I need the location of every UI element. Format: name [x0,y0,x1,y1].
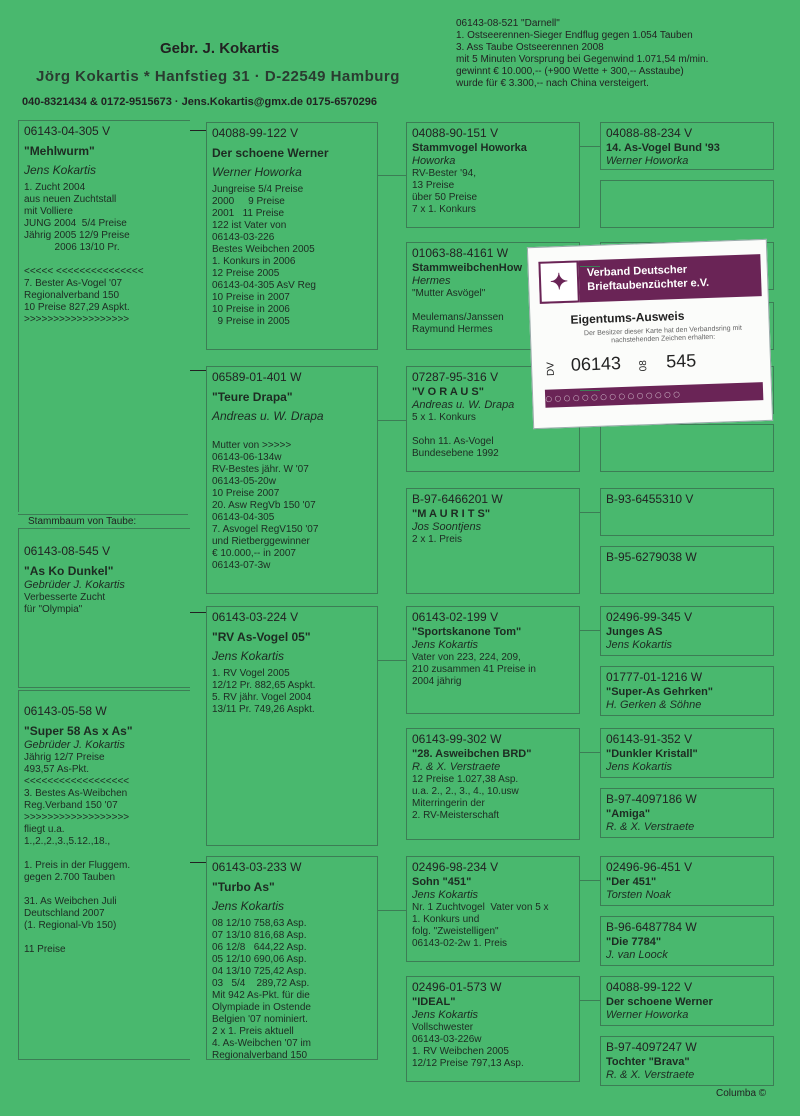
pedigree-box [600,606,774,656]
pedigree-box [206,122,378,350]
description-line: Regionalverband 150 [212,1050,308,1061]
pigeon-owner: Jens Kokartis [24,163,97,177]
pigeon-owner: Werner Howorka [606,155,689,167]
description-line: 1. RV Vogel 2005 [212,668,290,679]
description-line: Reg.Verband 150 '07 [24,800,118,811]
description-line: 10 Preise 2007 [212,488,280,499]
description-line: Bundesebene 1992 [412,448,499,459]
description-line: 12 Preise 2005 [212,268,280,279]
description-line: Vollschwester [412,1022,474,1033]
pigeon-logo-icon: ✦ [538,260,579,303]
description-line: JUNG 2004 5/4 Preise [24,218,127,229]
pigeon-name: "V O R A U S" [412,386,484,398]
pigeon-description [212,184,372,328]
description-line: 1. Zucht 2004 [24,182,86,193]
description-line: 3. Ass Taube Ostseerennen 2008 [456,42,604,53]
description-line: 31. As Weibchen Juli [24,896,117,907]
ring-number: 02496-99-345 V [606,610,693,624]
pedigree-box [600,788,774,838]
description-line: Raymund Hermes [412,324,493,335]
description-line: Jährig 2005 12/9 Preise [24,230,130,241]
ring-number: 06143-02-199 V [412,610,499,624]
pigeon-owner: Werner Howorka [212,165,302,179]
ring-number: B-97-4097186 W [606,792,697,806]
pedigree-box [600,122,774,170]
ring-number: 06143-91-352 V [606,732,693,746]
ring-number: B-97-4097247 W [606,1040,697,1054]
pigeon-name: "Die 7784" [606,936,662,948]
pedigree-box [600,546,774,594]
description-line: 3. Bestes As-Weibchen [24,788,128,799]
description-line: mit Volliere [24,206,73,217]
pigeon-owner: Jos Soontjens [412,521,482,533]
pedigree-label: Stammbaum von Taube: [28,516,137,527]
pigeon-owner: Jens Kokartis [212,649,285,663]
pigeon-owner: Jens Kokartis [412,1009,479,1021]
footer-credit: Columba © [716,1088,767,1099]
description-line: über 50 Preise [412,192,478,203]
description-line: 06143-03-226 [212,232,275,243]
ring-number: 06143-99-302 W [412,732,502,746]
card-year: 08 [637,359,650,372]
description-line: Nr. 1 Zuchtvogel Vater von 5 x [412,902,549,913]
description-line: 06143-02-2w 1. Preis [412,938,508,949]
description-line: 2006 13/10 Pr. [24,242,120,253]
description-line: € 10.000,-- in 2007 [212,548,296,559]
description-line: 06143-08-521 "Darnell" [456,18,560,29]
description-line: u.a. 2., 2., 3., 4., 10.usw [412,786,519,797]
description-line: Jungreise 5/4 Preise [212,184,304,195]
description-line: Mit 942 As-Pkt. für die [212,990,310,1001]
description-line: mit 5 Minuten Vorsprung bei Gegenwind 1.071,54 m/min. [456,54,709,65]
pigeon-owner: Andreas u. W. Drapa [412,399,515,411]
pedigree-box [206,606,378,846]
description-line: folg. "Zweistelligen" [412,926,499,937]
description-line: 2. RV-Meisterschaft [412,810,500,821]
description-line: Belgien '07 nominiert. [212,1014,308,1025]
description-line: 07 13/10 816,68 Asp. [212,930,307,941]
pigeon-description [212,428,372,572]
ring-number: 06143-08-545 V [24,544,111,558]
description-line: Bestes Weibchen 2005 [212,244,315,255]
pigeon-owner: Howorka [412,155,456,167]
pigeon-name: "Super 58 As x As" [24,724,133,738]
pigeon-name: Der schoene Werner [606,996,713,1008]
description-line: Miterringerin der [412,798,485,809]
description-line: 2004 jährig [412,676,462,687]
pigeon-name: "IDEAL" [412,996,456,1008]
pigeon-name: 14. As-Vogel Bund '93 [606,142,720,154]
pigeon-name: "Mehlwurm" [24,144,95,158]
bottom-left-box [18,690,190,1060]
pigeon-name: Der schoene Werner [212,146,329,160]
ring-number: B-93-6455310 V [606,492,694,506]
description-line: 06143-04-305 AsV Reg [212,280,316,291]
pigeon-description [212,668,372,716]
description-line: 13 Preise [412,180,455,191]
description-line: 2001 11 Preise [212,208,285,219]
description-line: 1.,2.,2.,3.,5.12.,18., [24,836,111,847]
card-club: 06143 [570,353,622,375]
pigeon-description [412,902,574,950]
description-line: 11 Preise [24,944,66,955]
description-line: 20. Asw RegVb 150 '07 [212,500,316,511]
pedigree-box [406,488,580,594]
description-line: gewinnt € 10.000,-- (+900 Wette + 300,-- Asstaube) [456,66,684,77]
pigeon-description [24,752,185,956]
description-line [24,932,185,944]
pedigree-box [206,366,378,594]
description-line: Jährig 12/7 Preise [24,752,105,763]
pigeon-description [412,1022,574,1070]
description-line: 05 12/10 690,06 Asp. [212,954,307,965]
pedigree-box [600,180,774,228]
pigeon-owner: Gebrüder J. Kokartis [24,739,125,751]
pedigree-box [600,488,774,536]
description-line: 7 x 1. Konkurs [412,204,476,215]
pigeon-name: "Super-As Gehrken" [606,686,714,698]
pedigree-box [406,122,580,228]
description-line: "Mutter Asvögel" [412,288,486,299]
ring-number: B-96-6487784 W [606,920,697,934]
description-line: 10 Preise 827,29 Aspkt. [24,302,130,313]
subject-box [18,528,190,688]
description-line: Vater von 223, 224, 209, [412,652,521,663]
pigeon-owner: Jens Kokartis [212,899,285,913]
ring-number: 01777-01-1216 W [606,670,703,684]
pigeon-name: "RV As-Vogel 05" [212,630,311,644]
pigeon-name: "Sportskanone Tom" [412,626,522,638]
pigeon-owner: Torsten Noak [606,889,672,901]
description-line: 12/12 Preise 797,13 Asp. [412,1058,524,1069]
description-line: wurde für € 3.300,-- nach China versteigert. [456,78,649,89]
breeder-name: Gebr. J. Kokartis [160,40,280,57]
pigeon-name: "As Ko Dunkel" [24,564,114,578]
pigeon-name: Tochter "Brava" [606,1056,690,1068]
ring-number: 06589-01-401 W [212,370,302,384]
pigeon-name: "Der 451" [606,876,657,888]
pigeon-name: "Amiga" [606,808,651,820]
pedigree-box [600,1036,774,1086]
pigeon-description [412,774,574,822]
description-line: >>>>>>>>>>>>>>>>>> [24,812,130,823]
pigeon-name: StammweibchenHow [412,262,523,274]
pigeon-description [412,652,574,688]
ring-number: B-97-6466201 W [412,492,503,506]
pedigree-box [406,728,580,840]
description-line: 04 13/10 725,42 Asp. [212,966,307,977]
ring-number: 01063-88-4161 W [412,246,509,260]
ring-number: 04088-99-122 V [606,980,693,994]
card-org-line2: Brieftaubenzüchter e.V. [587,276,710,294]
card-pattern-stripe: ◌◌◌◌◌◌◌◌◌◌◌◌◌◌◌ [545,382,763,408]
description-line: 5 x 1. Konkurs [412,412,476,423]
pigeon-description [412,534,574,546]
description-line: 4. As-Weibchen '07 im [212,1038,311,1049]
description-line: Olympiade in Ostende [212,1002,311,1013]
description-line: 08 12/10 758,63 Asp. [212,918,307,929]
card-fine-print: Der Besitzer dieser Karte hat den Verbandsring mit nachstehenden Zeichen erhalten: [583,324,742,345]
pigeon-owner: Jens Kokartis [606,639,673,651]
pigeon-owner: J. van Loock [606,949,668,961]
description-line: 06143-06-134w [212,452,282,463]
pigeon-name: "M A U R I T S" [412,508,491,520]
description-line: 06 12/8 644,22 Asp. [212,942,307,953]
description-line: 12/12 Pr. 882,65 Aspkt. [212,680,316,691]
ring-number: 07287-95-316 V [412,370,499,384]
description-line: fliegt u.a. [24,824,65,835]
ring-number: 02496-96-451 V [606,860,693,874]
breeder-contact: 040-8321434 & 0172-9515673 · Jens.Kokartis@gmx.de 0175-6570296 [22,96,378,108]
pedigree-box [600,666,774,716]
pigeon-name: Stammvogel Howorka [412,142,527,154]
description-line: >>>>>>>>>>>>>>>>>> [24,314,130,325]
ring-number: 04088-88-234 V [606,126,693,140]
pigeon-owner: Jens Kokartis [606,761,673,773]
ring-number: B-95-6279038 W [606,550,697,564]
description-line [24,848,185,860]
description-line: 1. RV Weibchen 2005 [412,1046,509,1057]
description-line: aus neuen Zuchtstall [24,194,117,205]
description-line: 1. Konkurs in 2006 [212,256,296,267]
pedigree-box [600,856,774,906]
pigeon-owner: R. & X. Verstraete [412,761,501,773]
description-line: gegen 2.700 Tauben [24,872,116,883]
description-line: 03 5/4 289,72 Asp. [212,978,310,989]
description-line: Sohn 11. As-Vogel [412,436,494,447]
description-line: 7. Asvogel RegV150 '07 [212,524,319,535]
pigeon-name: "Turbo As" [212,880,275,894]
description-line: und Rietberggewinner [212,536,310,547]
pigeon-description [412,168,574,216]
description-line: 06143-05-20w [212,476,276,487]
pedigree-box [600,424,774,472]
ring-number: 04088-90-151 V [412,126,499,140]
description-line: 1. Konkurs und [412,914,480,925]
description-line: 7. Bester As-Vogel '07 [24,278,123,289]
pedigree-box [600,728,774,778]
description-line: für "Olympia" [24,604,83,615]
pigeon-name: "Teure Drapa" [212,390,293,404]
description-line: 210 zusammen 41 Preise in [412,664,536,675]
description-line: 1. Ostseerennen-Sieger Endflug gegen 1.054 Tauben [456,30,693,41]
pigeon-owner: H. Gerken & Söhne [606,699,702,711]
ownership-card [527,239,773,429]
description-line: 493,57 As-Pkt. [24,764,90,775]
description-line: <<<<< <<<<<<<<<<<<<<< [24,266,144,277]
pigeon-description [24,592,185,616]
card-dv: DV [545,361,557,377]
ring-number: 02496-98-234 V [412,860,499,874]
description-line: 9 Preise in 2005 [212,316,290,327]
pigeon-owner: Jens Kokartis [412,639,479,651]
pedigree-box [600,976,774,1026]
description-line: 2 x 1. Preis [412,534,463,545]
pedigree-box [406,606,580,714]
description-line: 10 Preise in 2007 [212,292,290,303]
description-line: 06143-07-3w [212,560,271,571]
description-line: Regionalverband 150 [24,290,120,301]
pigeon-owner: R. & X. Verstraete [606,821,695,833]
ring-number: 06143-04-305 V [24,124,111,138]
pedigree-box [600,916,774,966]
pigeon-name: Sohn "451" [412,876,472,888]
ring-number: 02496-01-573 W [412,980,502,994]
description-line: 10 Preise in 2006 [212,304,290,315]
top-left-box [18,120,190,512]
description-line: Deutschland 2007 [24,908,105,919]
pigeon-description [24,182,185,326]
description-line: 122 ist Vater von [212,220,287,231]
description-line: 2000 9 Preise [212,196,285,207]
pedigree-box [206,856,378,1060]
description-line: 13/11 Pr. 749,26 Aspkt. [212,704,315,715]
card-ring-number [544,350,697,376]
pigeon-name: Junges AS [606,626,663,638]
ring-number: 06143-03-224 V [212,610,299,624]
description-line: Meulemans/Janssen [412,312,504,323]
description-line: RV-Bestes jähr. W '07 [212,464,309,475]
card-header [538,254,761,304]
pigeon-description [212,918,372,1062]
pigeon-owner: R. & X. Verstraete [606,1069,695,1081]
description-line: 1. Preis in der Fluggem. [24,860,131,871]
card-title: Eigentums-Ausweis [570,308,685,327]
pigeon-owner: Werner Howorka [606,1009,689,1021]
pigeon-name: "28. Asweibchen BRD" [412,748,532,760]
card-org-line1: Verband Deutscher [586,263,688,280]
pigeon-name: "Dunkler Kristall" [606,748,698,760]
description-line: Mutter von >>>>> [212,440,292,451]
description-line: 06143-03-226w [412,1034,482,1045]
description-line [24,884,185,896]
description-line: 06143-04-305 [212,512,275,523]
breeder-address: Jörg Kokartis * Hanfstieg 31 · D-22549 Hamburg [36,68,400,85]
pigeon-owner: Gebrüder J. Kokartis [24,579,125,591]
description-line: 2 x 1. Preis aktuell [212,1026,294,1037]
description-line: Verbesserte Zucht [24,592,106,603]
description-line [24,254,185,266]
ring-number: 04088-99-122 V [212,126,299,140]
pigeon-owner: Hermes [412,275,451,287]
ring-number: 06143-05-58 W [24,704,107,718]
pedigree-box [406,976,580,1082]
description-line: 5. RV jähr. Vogel 2004 [212,692,312,703]
description-line: <<<<<<<<<<<<<<<<<< [24,776,130,787]
description-line: RV-Bester '94, [412,168,476,179]
pigeon-owner: Jens Kokartis [412,889,479,901]
ring-number: 06143-03-233 W [212,860,302,874]
card-number: 545 [665,350,697,372]
description-line [212,428,372,440]
pedigree-box [406,856,580,962]
description-line: 12 Preise 1.027,38 Asp. [412,774,519,785]
notice-block [456,18,786,90]
pigeon-owner: Andreas u. W. Drapa [212,409,324,423]
description-line: (1. Regional-Vb 150) [24,920,117,931]
